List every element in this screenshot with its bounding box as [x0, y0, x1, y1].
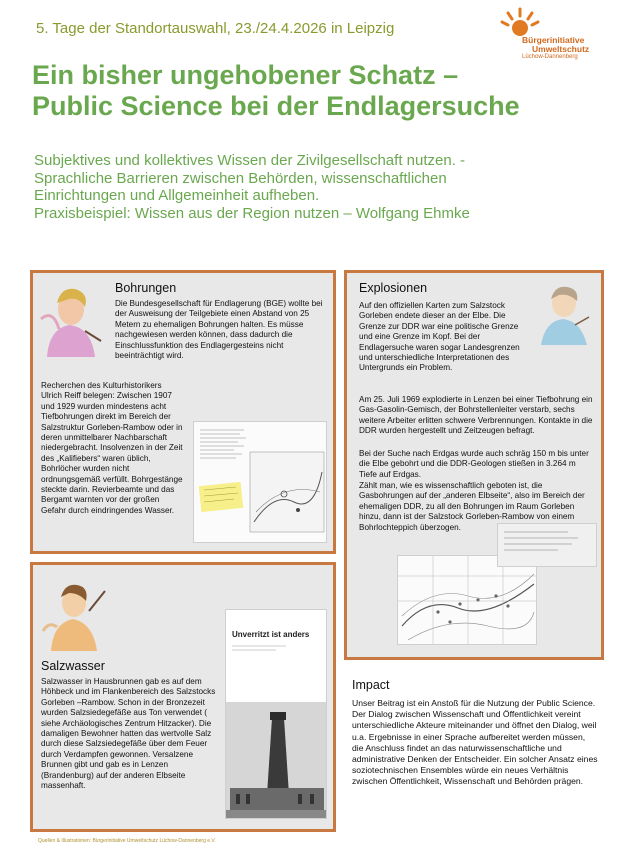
page-title	[32, 60, 602, 122]
salzwasser-body: Salzwasser in Hausbrunnen gab es auf dem Höhbeck und im Flankenbereich des Salzstocks Gorleben –Rambow. Schon in der Bronzezeit wurden Salzsiedegefäße aus Ton verwendet ( siehe Archäologisches Zentrum Hitzacker). Die damaligen Bewohner hatten das wertvolle Salz durch diese Salzsiedegefäße über dem Feuer durch Verdampfen gewonnen. Versalzene Brunnen gibt und gab es in Lenzen (Brandenburg) auf der anderen Elbseite massenhaft.	[41, 677, 216, 791]
logo-line-2: Umweltschutz	[532, 44, 590, 54]
subtitle-line-3: Einrichtungen und Allgemeinheit aufheben.	[34, 187, 320, 204]
book-and-tower-figure	[225, 609, 327, 819]
explosionen-para-3: Bei der Suche nach Erdgas wurde auch schräg 150 m bis unter die Elbe gebohrt und die DDR-Geologen stießen in 3.264 m Tiefe auf Erdgas.	[359, 449, 589, 479]
explosionen-para-2: Am 25. Juli 1969 explodierte in Lenzen bei einer Tiefbohrung ein Gas-Gasolin-Gemisch, der Bohrstellenleiter verstarb, sechs weitere Arbeiter erlitten schwere Verbrennungen. Kontakte in die DDR wurden hergestellt und Zeitzeugen befragt.	[359, 395, 593, 436]
illustration-portrait	[39, 571, 109, 653]
title-line-1: Ein bisher ungehobener Schatz –	[32, 60, 459, 90]
explosionen-title: Explosionen	[359, 281, 428, 295]
bohrungen-body: Recherchen des Kulturhistorikers Ulrich Reiff belegen: Zwischen 1907 und 1929 wurden mindestens acht Tiefbohrungen direkt im Bereich der Salzstruktur Gorleben-Rambow oder in deren unmittelbarer Nachbarschaft niedergebracht. Insolvenzen in der Zeit des „Kalifiebers“ waren üblich, Bohrlöcher wurden nicht ordnungsgemäß verfüllt. Bohrgestänge steckte darin. Revierbeamte und das Bergamt warnten vor der großen Gefahr durch eindringendes Wasser.	[41, 381, 183, 515]
footer-credits: Quellen & Illustrationen: Bürgerinitiative Umweltschutz Lüchow-Dannenberg e.V.	[38, 838, 216, 844]
historic-map-figure	[193, 421, 327, 543]
sun-logo-icon	[500, 6, 540, 38]
panel-explosionen	[344, 270, 604, 660]
panel-bohrungen	[30, 270, 336, 554]
event-line: 5. Tage der Standortauswahl, 23./24.4.2026 in Leipzig	[36, 20, 395, 37]
subtitle-line-2: Sprachliche Barrieren zwischen Behörden, wissenschaftlichen	[34, 169, 447, 187]
geological-map-figure	[397, 555, 537, 645]
impact-body: Unser Beitrag ist ein Anstoß für die Nutzung der Public Science. Der Dialog zwischen Wissenschaft und Öffentlichkeit vereint unterschiedliche Akteure miteinander und öffnet den Dialog, weil u.a. Ergebnisse in einer Sprache aufbereitet werden müssen, die Anschluss findet an das naturwissenschaftliche und administrative Denken der Entscheider. Ein solcher Ansatz eines soziotechnischen Ensembles würde ein neues Verhältnis zwischen Öffentlichkeit, Wissenschaft und Behörden prägen.	[352, 698, 598, 787]
archive-note-figure	[497, 523, 597, 567]
explosionen-para-1: Auf den offiziellen Karten zum Salzstock Gorleben endete dieser an der Elbe. Die Grenze zur DDR war eine politische Grenze und eine Grenze im Kopf. Bei der Endlagersuche waren sogar Landesgrenzen und unterschiedliche Interpretationen des Untergrunds ein Problem.	[359, 301, 520, 373]
subtitle	[34, 152, 594, 222]
subtitle-line-4: Praxisbeispiel: Wissen aus der Region nutzen – Wolfgang Ehmke	[34, 204, 470, 222]
explosionen-para-4: Zählt man, wie es wissenschaftlich geboten ist, die Gasbohrungen auf der „anderen Elbseite“, also im Bereich der ehemaligen DDR, zu all den Bohrungen im Raum Gorleben hinzu, dann ist der Salzstock Gorleben-Rambow von einem Bohrlochteppich überzogen.	[359, 481, 585, 532]
bohrungen-intro: Die Bundesgesellschaft für Endlagerung (BGE) wollte bei der Ausweisung der Teilgebiete einen Abstand von 25 Metern zu ehemaligen Bohrungen halten. Es müsse nachgewiesen werden können, dass dadurch die Einschlussfunktion des Endlagergesteins nicht beeinträchtigt wird.	[115, 299, 323, 361]
impact-title: Impact	[352, 678, 390, 692]
illustration-portrait	[39, 279, 105, 363]
bohrungen-title: Bohrungen	[115, 281, 177, 295]
panel-salzwasser	[30, 562, 336, 832]
illustration-portrait	[531, 277, 597, 347]
book-title: Unverritzt ist anders	[232, 630, 310, 639]
subtitle-line-1: Subjektives und kollektives Wissen der Zivilgesellschaft nutzen. -	[34, 152, 466, 169]
logo-line-3: Lüchow-Dannenberg	[522, 54, 578, 60]
salzwasser-title: Salzwasser	[41, 659, 105, 673]
logo	[500, 6, 618, 62]
title-line-2: Public Science bei der Endlagersuche	[32, 91, 520, 121]
logo-line-1: Bürgerinitiative	[522, 35, 585, 45]
